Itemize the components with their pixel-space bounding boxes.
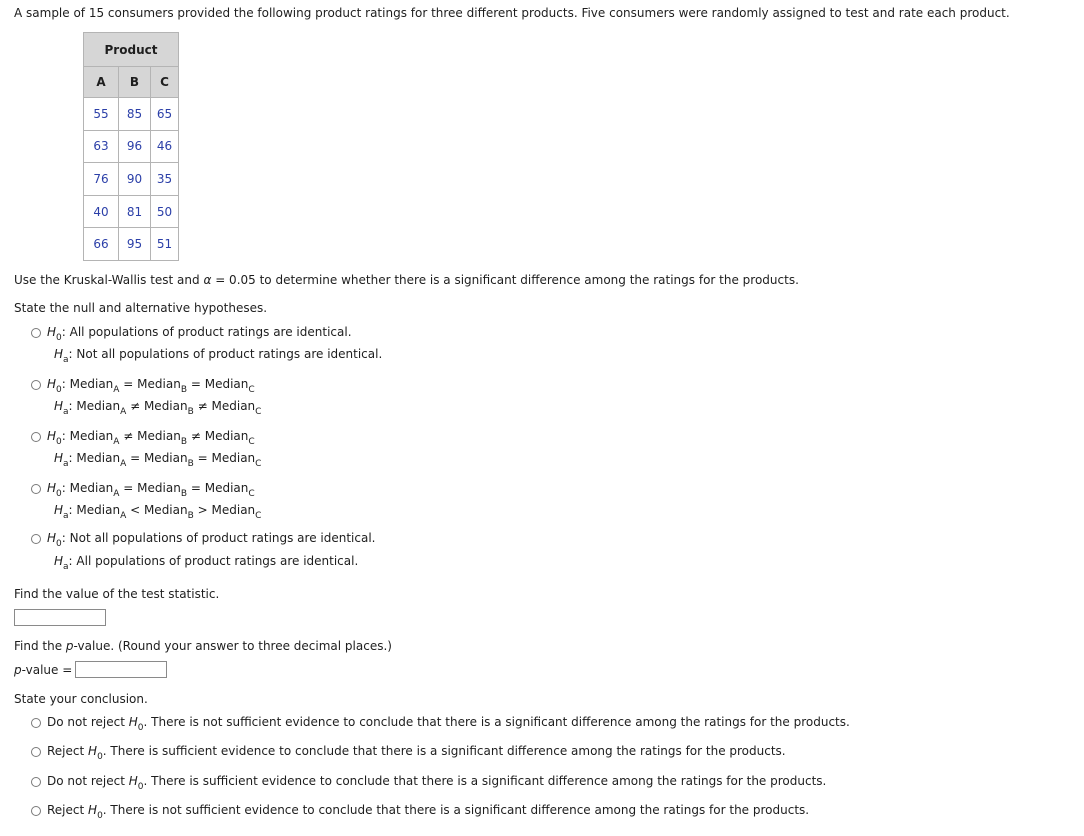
hypothesis-option-2-alt: $H_a$: Median$_A$ ≠ Median$_B$ ≠ Median$_C$	[54, 399, 262, 417]
column-header-c: C	[151, 67, 179, 98]
table-row	[84, 228, 179, 261]
table-cell: 85	[119, 98, 151, 131]
hypothesis-option-5-alt: $H_a$: All populations of product ratings are identical.	[54, 554, 359, 572]
column-header-a: A	[84, 67, 119, 98]
table-cell: 95	[119, 228, 151, 261]
hypothesis-option-4-alt: $H_a$: Median$_A$ < Median$_B$ > Median$_C$	[54, 503, 262, 521]
table-cell: 51	[151, 228, 179, 261]
product-ratings-table	[83, 32, 179, 261]
hypothesis-option-3-alt: $H_a$: Median$_A$ = Median$_B$ = Median$_C$	[54, 451, 262, 469]
table-cell: 46	[151, 130, 179, 163]
table-cell: 55	[84, 98, 119, 131]
table-cell: 65	[151, 98, 179, 131]
conclusion-option-3-radio[interactable]	[31, 777, 41, 787]
hypothesis-option-5-null: $H_0$: Not all populations of product ratings are identical.	[47, 531, 376, 549]
column-header-b: B	[119, 67, 151, 98]
test-statistic-prompt: Find the value of the test statistic.	[14, 587, 220, 601]
hypothesis-option-3-radio[interactable]	[31, 432, 41, 442]
pvalue-prompt: Find the p-value. (Round your answer to three decimal places.)	[14, 639, 392, 653]
table-row	[84, 98, 179, 131]
hypothesis-option-3-null: $H_0$: Median$_A$ ≠ Median$_B$ ≠ Median$_C$	[47, 429, 255, 447]
conclusion-option-2-radio[interactable]	[31, 747, 41, 757]
conclusion-prompt: State your conclusion.	[14, 692, 148, 706]
table-row	[84, 163, 179, 196]
table-cell: 50	[151, 195, 179, 228]
conclusion-option-4-radio[interactable]	[31, 806, 41, 816]
hypotheses-prompt: State the null and alternative hypotheses.	[14, 301, 268, 315]
table-cell: 76	[84, 163, 119, 196]
conclusion-option-4-text: Reject $H_0$. There is not sufficient evidence to conclude that there is a significant difference among the ratings for the products.	[47, 803, 810, 821]
hypothesis-option-1-null: $H_0$: All populations of product ratings are identical.	[47, 325, 352, 343]
table-cell: 66	[84, 228, 119, 261]
test-statistic-input[interactable]	[14, 609, 106, 626]
pvalue-input[interactable]	[75, 661, 167, 678]
intro-text: A sample of 15 consumers provided the following product ratings for three different products. Five consumers were randomly assigned to test and rate each product.	[14, 6, 1010, 20]
hypothesis-option-1-radio[interactable]	[31, 328, 41, 338]
instruction-text: Use the Kruskal-Wallis test and α = 0.05 to determine whether there is a significant difference among the ratings for the products.	[14, 273, 799, 287]
table-cell: 40	[84, 195, 119, 228]
conclusion-option-1-radio[interactable]	[31, 718, 41, 728]
hypothesis-option-2-radio[interactable]	[31, 380, 41, 390]
table-cell: 90	[119, 163, 151, 196]
table-row	[84, 195, 179, 228]
conclusion-option-2-text: Reject $H_0$. There is sufficient evidence to conclude that there is a significant difference among the ratings for the products.	[47, 744, 786, 762]
table-cell: 96	[119, 130, 151, 163]
table-header: Product	[84, 33, 179, 67]
table-cell: 35	[151, 163, 179, 196]
hypothesis-option-4-radio[interactable]	[31, 484, 41, 494]
hypothesis-option-1-alt: $H_a$: Not all populations of product ratings are identical.	[54, 347, 383, 365]
conclusion-option-3-text: Do not reject $H_0$. There is sufficient evidence to conclude that there is a significant difference among the ratings for the products.	[47, 774, 827, 792]
conclusion-option-1-text: Do not reject $H_0$. There is not sufficient evidence to conclude that there is a significant difference among the ratings for the products.	[47, 715, 850, 733]
hypothesis-option-4-null: $H_0$: Median$_A$ = Median$_B$ = Median$_C$	[47, 481, 255, 499]
hypothesis-option-5-radio[interactable]	[31, 534, 41, 544]
table-row	[84, 130, 179, 163]
hypothesis-option-2-null: $H_0$: Median$_A$ = Median$_B$ = Median$_C$	[47, 377, 255, 395]
table-cell: 81	[119, 195, 151, 228]
table-cell: 63	[84, 130, 119, 163]
pvalue-label: p-value =	[14, 663, 73, 677]
